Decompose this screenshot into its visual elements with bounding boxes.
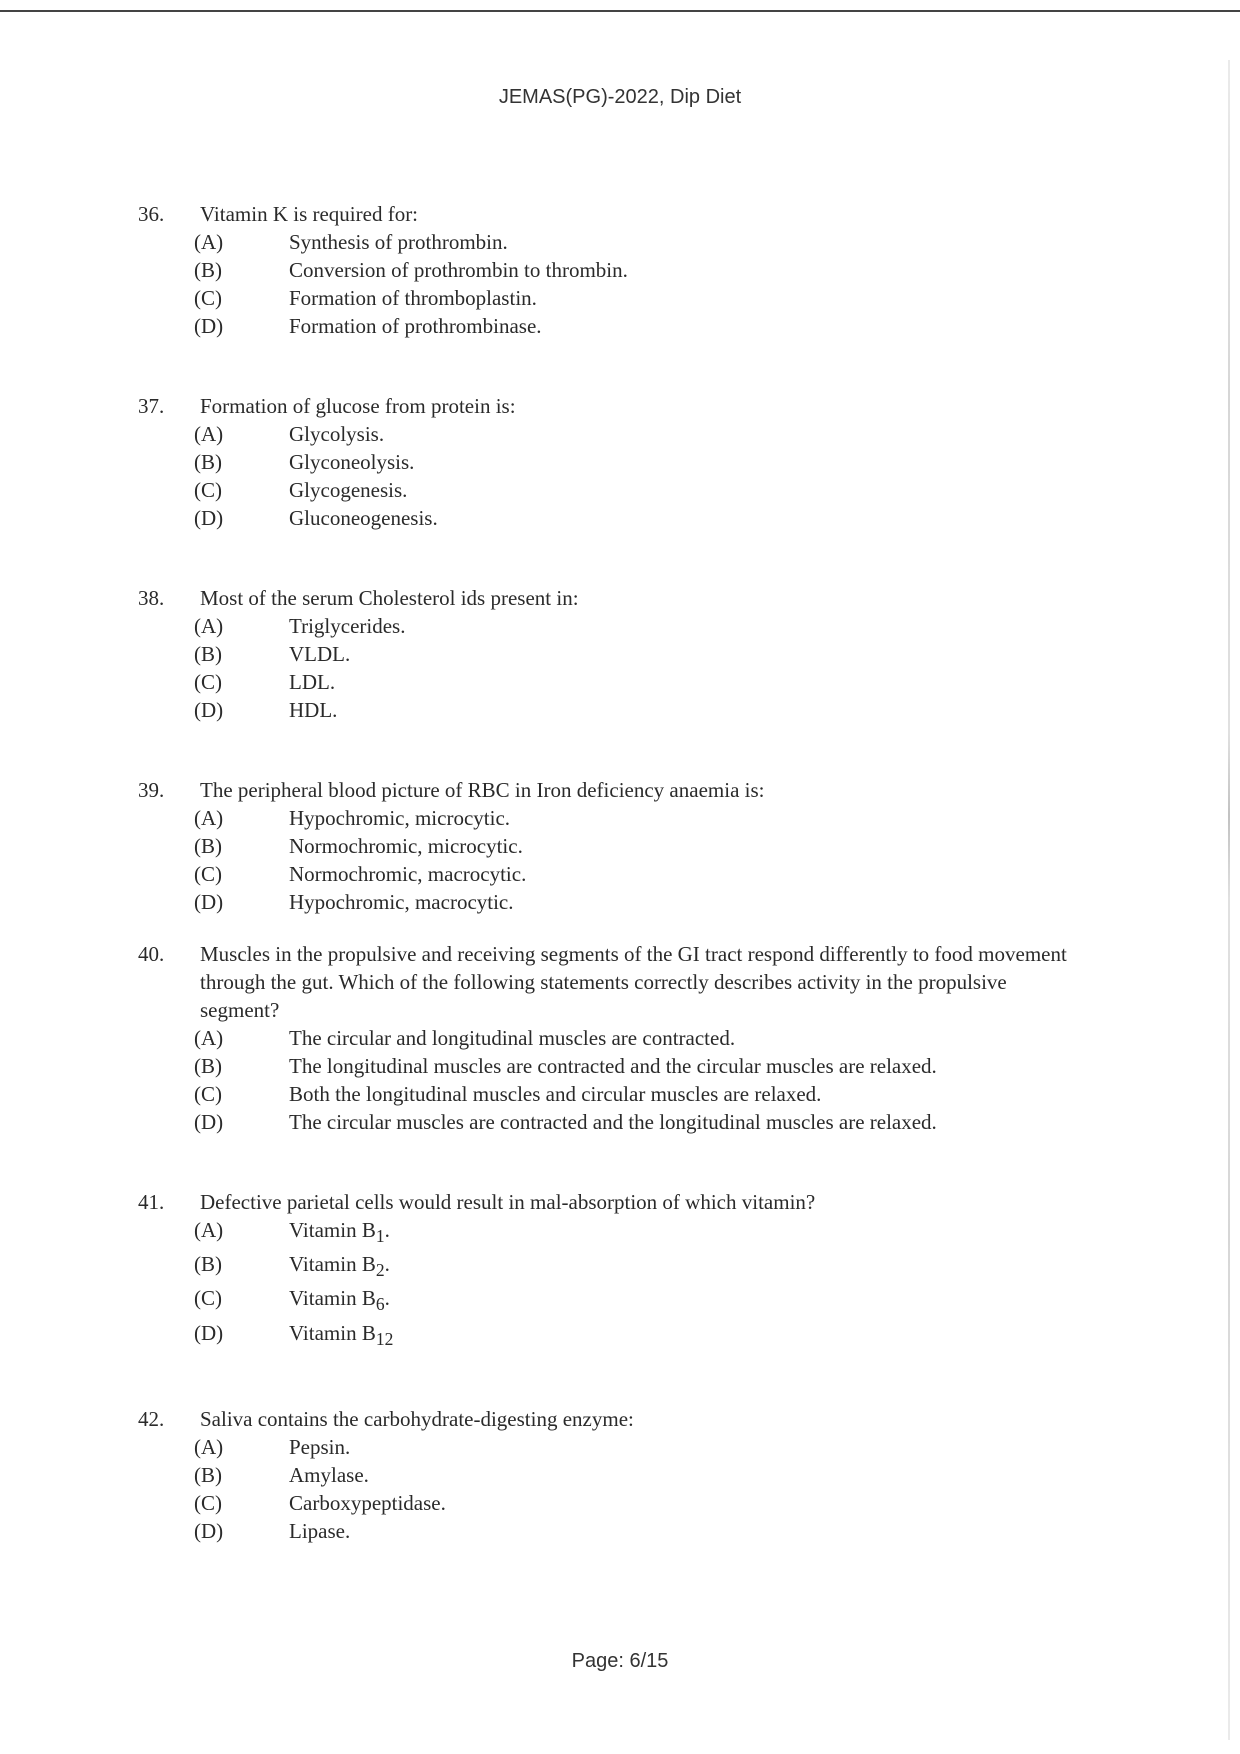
- option-text: Triglycerides.: [289, 614, 406, 638]
- option-label: (A): [194, 1218, 224, 1242]
- question-text: The peripheral blood picture of RBC in Iron deficiency anaemia is:: [200, 778, 765, 802]
- question-number: 38.: [138, 586, 165, 610]
- option-d: [138, 504, 1078, 532]
- option-label: (B): [194, 1252, 222, 1277]
- option-label: (D): [194, 506, 224, 530]
- option-label: (D): [194, 1320, 224, 1345]
- option-label: (C): [194, 286, 222, 310]
- option-text: VLDL.: [289, 642, 351, 666]
- option-d: [138, 312, 1078, 340]
- question-39: [138, 776, 1078, 916]
- top-border-line: [0, 10, 1240, 12]
- option-c: [138, 1284, 1078, 1318]
- page-header: JEMAS(PG)-2022, Dip Diet: [498, 86, 742, 108]
- option-text: Gluconeogenesis.: [289, 506, 438, 530]
- option-d: [138, 888, 1078, 916]
- option-text: [289, 1284, 1078, 1318]
- option-label: (B): [194, 642, 222, 666]
- question-41: [138, 1188, 1078, 1353]
- option-c: [138, 476, 1078, 504]
- question-number: 39.: [138, 778, 165, 802]
- question-number: 40.: [138, 942, 165, 966]
- option-text-main: Vitamin B: [289, 1320, 376, 1345]
- option-a: [138, 420, 1078, 448]
- option-label: (D): [194, 698, 224, 722]
- question-text: Muscles in the propulsive and receiving segments of the GI tract respond differently to food movement through the gut. Which of the following statements correctly describes activity in the propulsive segment?: [200, 942, 1067, 1022]
- option-label: (D): [194, 314, 224, 338]
- option-d: [138, 1517, 1078, 1545]
- option-c: [138, 860, 1078, 888]
- option-text: Hypochromic, microcytic.: [289, 806, 511, 830]
- option-text: The longitudinal muscles are contracted and the circular muscles are relaxed.: [289, 1054, 937, 1078]
- option-text: [289, 1216, 1078, 1250]
- option-a: [138, 612, 1078, 640]
- option-label: (D): [194, 890, 224, 914]
- option-text: Normochromic, microcytic.: [289, 834, 523, 858]
- question-number: 36.: [138, 202, 165, 226]
- page-number: Page: 6/15: [571, 1650, 669, 1672]
- option-text: Glycogenesis.: [289, 478, 408, 502]
- question-37: [138, 392, 1078, 532]
- option-text: Synthesis of prothrombin.: [289, 230, 508, 254]
- option-b: [138, 1052, 1078, 1080]
- question-40: [138, 940, 1078, 1136]
- question-text: Saliva contains the carbohydrate-digesting enzyme:: [200, 1406, 634, 1431]
- option-text: The circular muscles are contracted and the longitudinal muscles are relaxed.: [289, 1110, 937, 1134]
- question-number: 37.: [138, 394, 165, 418]
- option-b: [138, 448, 1078, 476]
- option-c: [138, 1080, 1078, 1108]
- option-c: [138, 1489, 1078, 1517]
- option-text: Glyconeolysis.: [289, 450, 415, 474]
- option-label: (D): [194, 1110, 224, 1134]
- vitamin-subscript: 2: [375, 1260, 385, 1281]
- option-text: Formation of prothrombinase.: [289, 314, 542, 338]
- scan-edge-shadow: [1228, 60, 1230, 1740]
- question-38: [138, 584, 1078, 724]
- option-a: [138, 1024, 1078, 1052]
- vitamin-subscript: 6: [375, 1294, 385, 1315]
- option-text: Normochromic, macrocytic.: [289, 862, 527, 886]
- option-text: Pepsin.: [289, 1434, 351, 1459]
- option-a: [138, 804, 1078, 832]
- option-text: Amylase.: [289, 1462, 369, 1487]
- option-text: Formation of thromboplastin.: [289, 286, 537, 310]
- option-d: [138, 696, 1078, 724]
- option-label: (C): [194, 862, 222, 886]
- option-text-main: Vitamin B: [289, 1286, 376, 1311]
- option-text: Conversion of prothrombin to thrombin.: [289, 258, 628, 282]
- option-suffix: .: [384, 1252, 390, 1277]
- question-42: [138, 1405, 1078, 1545]
- option-text: Lipase.: [289, 1518, 351, 1543]
- option-suffix: .: [384, 1218, 390, 1242]
- vitamin-subscript: 1: [375, 1226, 385, 1247]
- option-label: (A): [194, 1026, 224, 1050]
- question-list: [138, 200, 1078, 1545]
- option-text: The circular and longitudinal muscles are contracted.: [289, 1026, 736, 1050]
- option-b: [138, 1250, 1078, 1284]
- option-label: (A): [194, 422, 224, 446]
- option-label: (C): [194, 1082, 222, 1106]
- option-b: [138, 1461, 1078, 1489]
- option-text: Both the longitudinal muscles and circular muscles are relaxed.: [289, 1082, 822, 1106]
- option-b: [138, 832, 1078, 860]
- option-a: [138, 1216, 1078, 1250]
- option-suffix: .: [384, 1286, 390, 1311]
- option-label: (A): [194, 230, 224, 254]
- option-label: (B): [194, 1462, 222, 1487]
- option-label: (B): [194, 1054, 222, 1078]
- option-label: (C): [194, 478, 222, 502]
- option-label: (A): [194, 1434, 224, 1459]
- option-d: [138, 1319, 1078, 1353]
- option-label: (A): [194, 614, 224, 638]
- question-text: Most of the serum Cholesterol ids present in:: [200, 586, 579, 610]
- option-label: (C): [194, 1286, 222, 1311]
- option-c: [138, 668, 1078, 696]
- option-b: [138, 640, 1078, 668]
- option-label: (A): [194, 806, 224, 830]
- option-b: [138, 256, 1078, 284]
- option-text: Glycolysis.: [289, 422, 385, 446]
- option-label: (B): [194, 258, 222, 282]
- option-label: (C): [194, 670, 222, 694]
- option-text: [289, 1250, 1078, 1284]
- option-text: Hypochromic, macrocytic.: [289, 890, 514, 914]
- option-text: [289, 1319, 1078, 1353]
- option-text-main: Vitamin B: [289, 1218, 376, 1242]
- option-c: [138, 284, 1078, 312]
- vitamin-subscript: 12: [375, 1328, 394, 1349]
- option-text: LDL.: [289, 670, 336, 694]
- option-label: (C): [194, 1490, 222, 1515]
- option-label: (D): [194, 1518, 224, 1543]
- question-number: 41.: [138, 1190, 165, 1214]
- option-text: Carboxypeptidase.: [289, 1490, 446, 1515]
- option-label: (B): [194, 450, 222, 474]
- question-text: Defective parietal cells would result in mal-absorption of which vitamin?: [200, 1190, 816, 1214]
- option-text-main: Vitamin B: [289, 1252, 376, 1277]
- question-text: Vitamin K is required for:: [200, 202, 419, 226]
- option-d: [138, 1108, 1078, 1136]
- question-number: 42.: [138, 1406, 165, 1431]
- question-text: Formation of glucose from protein is:: [200, 394, 516, 418]
- option-label: (B): [194, 834, 222, 858]
- option-text: HDL.: [289, 698, 338, 722]
- option-a: [138, 1433, 1078, 1461]
- option-a: [138, 228, 1078, 256]
- question-36: [138, 200, 1078, 340]
